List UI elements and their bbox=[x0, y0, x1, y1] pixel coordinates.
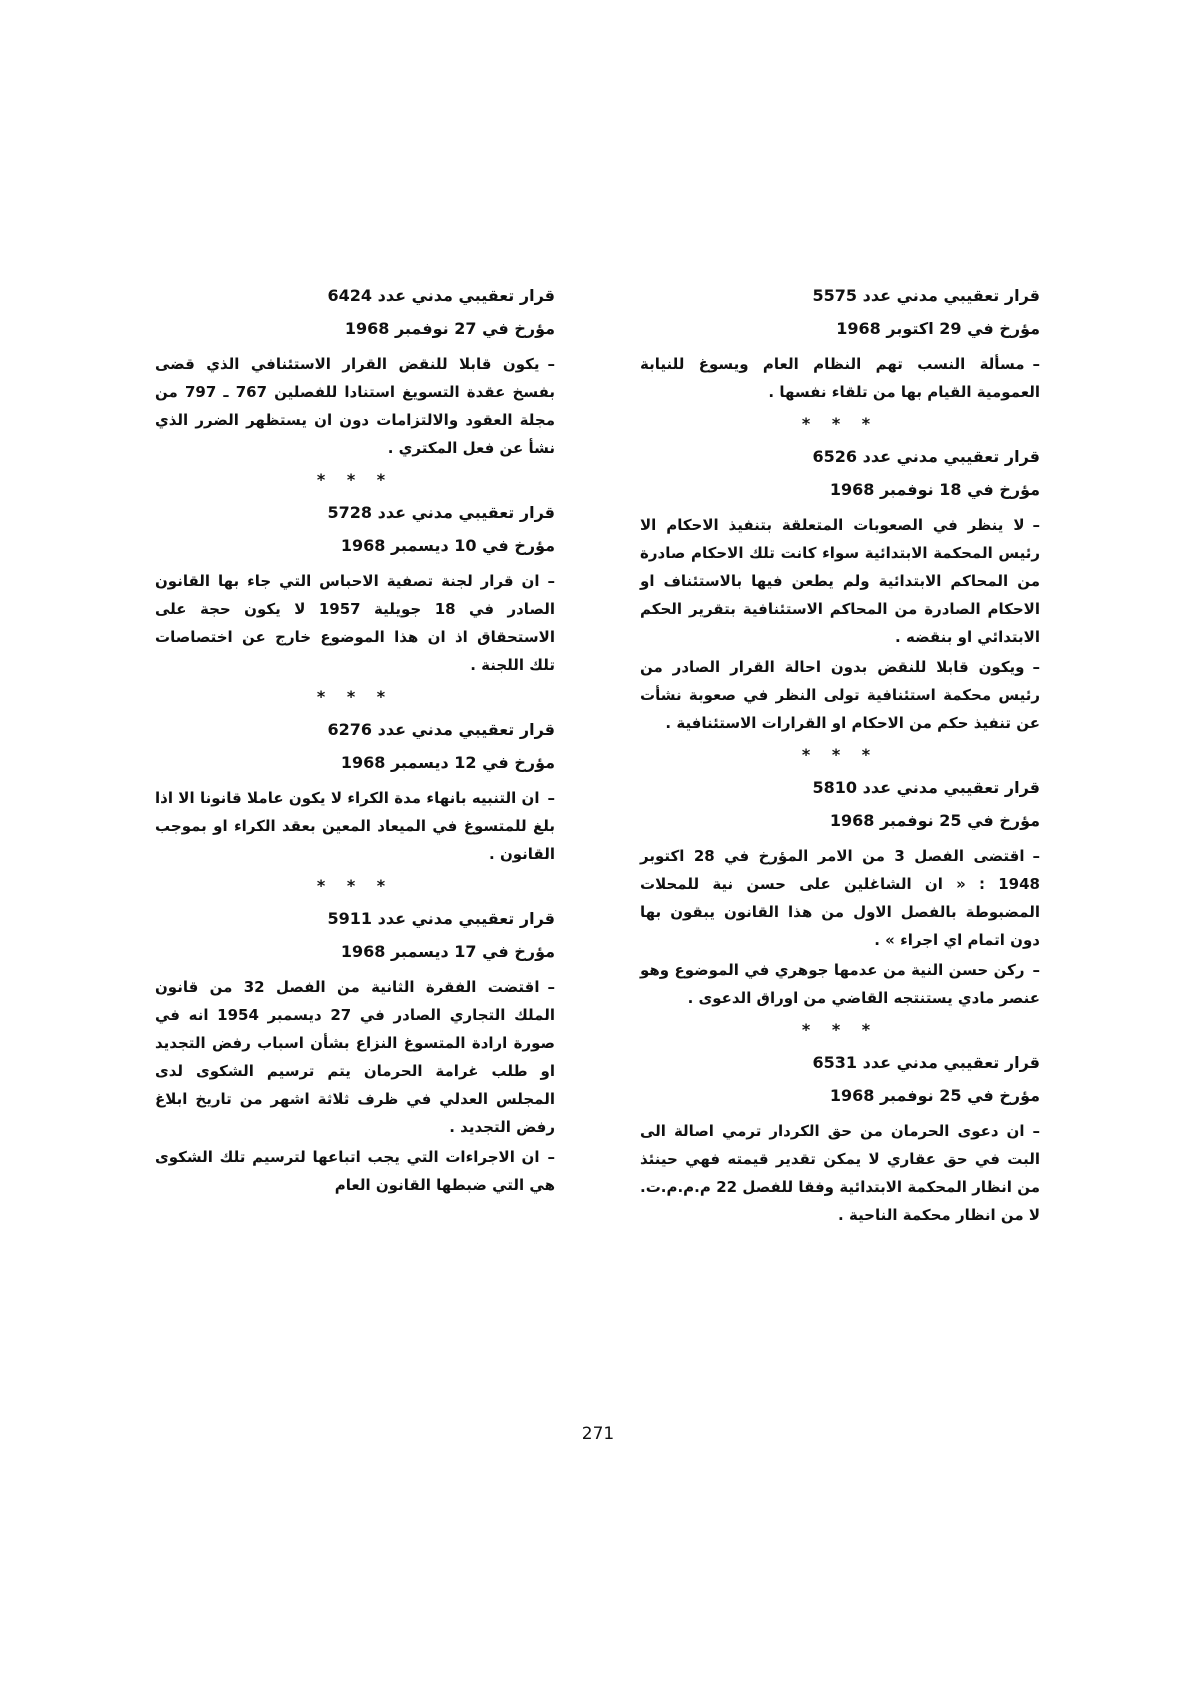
ruling-paragraph bbox=[640, 842, 1040, 954]
ruling-paragraph bbox=[155, 567, 555, 679]
ruling-title: قرار تعقيبي مدني عدد 5575 bbox=[812, 286, 1040, 305]
paragraph-text: ويكون قابلا للنقض بدون احالة القرار الصادر من رئيس محكمة استئنافية تولى النظر في صعوبة نشأت عن تنفيذ حكم من الاحكام او القرارات الاستئنافية . bbox=[640, 658, 1040, 732]
dash-bullet: – bbox=[1032, 516, 1040, 534]
ruling-paragraph bbox=[640, 511, 1040, 651]
dash-bullet: – bbox=[547, 572, 555, 590]
ruling-date: مؤرخ في 17 ديسمبر 1968 bbox=[340, 942, 555, 961]
ruling-date: مؤرخ في 12 ديسمبر 1968 bbox=[340, 753, 555, 772]
ruling-date: مؤرخ في 10 ديسمبر 1968 bbox=[340, 536, 555, 555]
ruling-paragraph bbox=[155, 784, 555, 868]
dash-bullet: – bbox=[1032, 355, 1040, 373]
dash-bullet: – bbox=[1032, 847, 1040, 865]
section-separator: * * * bbox=[316, 470, 394, 489]
paragraph-text: ان قرار لجنة تصفية الاحباس التي جاء بها القانون الصادر في 18 جويلية 1957 لا يكون حجة على الاستحقاق اذ ان هذا الموضوع خارج عن اختصاصات تلك اللجنة . bbox=[155, 572, 555, 674]
ruling-date: مؤرخ في 18 نوفمبر 1968 bbox=[829, 480, 1040, 499]
paragraph-text: اقتضى الفصل 3 من الامر المؤرخ في 28 اكتوبر 1948 : « ان الشاغلين على حسن نية للمحلات المضبوطة بالفصل الاول من هذا القانون يبقون بها دون اتمام اي اجراء » . bbox=[640, 847, 1040, 949]
paragraph-text: لا ينظر في الصعوبات المتعلقة بتنفيذ الاحكام الا رئيس المحكمة الابتدائية سواء كانت تلك الاحكام صادرة من المحاكم الابتدائية ولم يطعن فيها بالاستئناف او الاحكام الصادرة من المحاكم الاستئنافية بتقرير الحكم الابتدائي او بنقضه . bbox=[640, 516, 1040, 646]
right-column bbox=[640, 280, 1040, 1231]
ruling-date: مؤرخ في 25 نوفمبر 1968 bbox=[829, 811, 1040, 830]
ruling-title: قرار تعقيبي مدني عدد 6276 bbox=[327, 720, 555, 739]
ruling-paragraph bbox=[640, 956, 1040, 1012]
ruling-paragraph bbox=[155, 350, 555, 462]
ruling-title: قرار تعقيبي مدني عدد 5728 bbox=[327, 503, 555, 522]
ruling-title: قرار تعقيبي مدني عدد 6526 bbox=[812, 447, 1040, 466]
ruling-title: قرار تعقيبي مدني عدد 6424 bbox=[327, 286, 555, 305]
dash-bullet: – bbox=[547, 1148, 555, 1166]
ruling-paragraph bbox=[155, 1143, 555, 1199]
paragraph-text: يكون قابلا للنقض القرار الاستئنافي الذي قضى بفسخ عقدة التسويغ استنادا للفصلين 767 ـ 797 من مجلة العقود والالتزامات دون ان يستظهر الضرر الذي نشأ عن فعل المكتري . bbox=[155, 355, 556, 457]
ruling-date: مؤرخ في 25 نوفمبر 1968 bbox=[829, 1086, 1040, 1105]
ruling-title: قرار تعقيبي مدني عدد 5911 bbox=[327, 909, 555, 928]
dash-bullet: – bbox=[547, 355, 555, 373]
ruling-paragraph bbox=[640, 1117, 1040, 1229]
paragraph-text: ان دعوى الحرمان من حق الكردار ترمي اصالة الى البت في حق عقاري لا يمكن تقدير قيمته فهي حينئذ من انظار المحكمة الابتدائية وفقا للفصل 22 م.م.م.ت. لا من انظار محكمة الناحية . bbox=[640, 1122, 1040, 1224]
ruling-title: قرار تعقيبي مدني عدد 6531 bbox=[812, 1053, 1040, 1072]
section-separator: * * * bbox=[316, 687, 394, 706]
dash-bullet: – bbox=[1032, 961, 1040, 979]
ruling-paragraph bbox=[640, 350, 1040, 406]
section-separator: * * * bbox=[801, 745, 879, 764]
page-number: 271 bbox=[581, 1424, 615, 1444]
ruling-title: قرار تعقيبي مدني عدد 5810 bbox=[812, 778, 1040, 797]
ruling-paragraph bbox=[640, 653, 1040, 737]
left-column bbox=[155, 280, 555, 1201]
dash-bullet: – bbox=[547, 789, 555, 807]
dash-bullet: – bbox=[547, 978, 555, 996]
paragraph-text: ركن حسن النية من عدمها جوهري في الموضوع وهو عنصر مادي يستنتجه القاضي من اوراق الدعوى . bbox=[640, 961, 1040, 1007]
section-separator: * * * bbox=[316, 876, 394, 895]
paragraph-text: ان الاجراءات التي يجب اتباعها لترسيم تلك الشكوى هي التي ضبطها القانون العام bbox=[155, 1148, 555, 1194]
paragraph-text: مسألة النسب تهم النظام العام ويسوغ للنيابة العمومية القيام بها من تلقاء نفسها . bbox=[640, 355, 1040, 401]
ruling-paragraph bbox=[155, 973, 555, 1141]
section-separator: * * * bbox=[801, 1020, 879, 1039]
paragraph-text: اقتضت الفقرة الثانية من الفصل 32 من قانون الملك التجاري الصادر في 27 ديسمبر 1954 انه في صورة ارادة المتسوغ النزاع بشأن اسباب رفض التجديد او طلب غرامة الحرمان يتم ترسيم الشكوى لدى المجلس العدلي في ظرف ثلاثة اشهر من تاريخ ابلاغ رفض التجديد . bbox=[155, 978, 555, 1136]
ruling-date: مؤرخ في 29 اكتوبر 1968 bbox=[836, 319, 1040, 338]
ruling-date: مؤرخ في 27 نوفمبر 1968 bbox=[344, 319, 555, 338]
dash-bullet: – bbox=[1032, 1122, 1040, 1140]
paragraph-text: ان التنبيه بانهاء مدة الكراء لا يكون عاملا قانونا الا اذا بلغ للمتسوغ في الميعاد المعين بعقد الكراء او بموجب القانون . bbox=[155, 789, 555, 863]
section-separator: * * * bbox=[801, 414, 879, 433]
dash-bullet: – bbox=[1032, 658, 1040, 676]
